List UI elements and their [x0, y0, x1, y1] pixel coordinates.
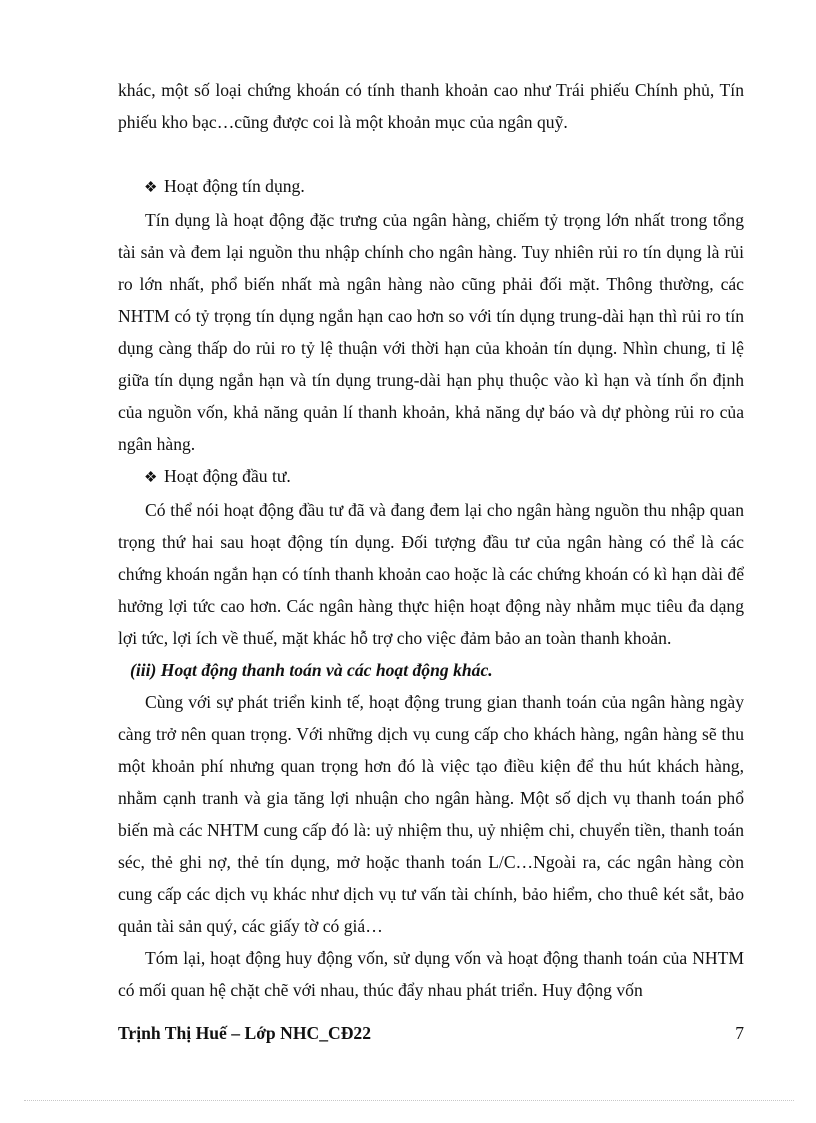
footer-author: Trịnh Thị Huế – Lớp NHC_CĐ22 — [118, 1023, 372, 1043]
paragraph-credit: Tín dụng là hoạt động đặc trưng của ngân hàng, chiếm tỷ trọng lớn nhất trong tổng tài sản và đem lại nguồn thu nhập chính cho ngân hàng. Tuy nhiên rủi ro tín dụng là rủi ro lớn nhất, phổ biến nhất mà ngân hàng nào cũng phải đối mặt. Thông thường, các NHTM có tỷ trọng tín dụng ngắn hạn cao hơn so với tín dụng trung-dài hạn thì rủi ro tín dụng càng thấp do rủi ro tỷ lệ thuận với thời hạn của khoản tín dụng. Nhìn chung, tỉ lệ giữa tín dụng ngắn hạn và tín dụng trung-dài hạn phụ thuộc vào kì hạn và tính ổn định của nguồn vốn, khả năng quản lí thanh khoản, khả năng dự báo và dự phòng rủi ro của ngân hàng. — [118, 210, 744, 454]
bullet-credit-activity — [118, 170, 744, 204]
diamond-bullet-icon: ❖ — [144, 470, 158, 486]
bullet-label: Hoạt động tín dụng. — [164, 176, 305, 196]
diamond-bullet-icon: ❖ — [144, 180, 158, 196]
document-body — [118, 74, 744, 1006]
bullet-investment-activity — [118, 460, 744, 494]
paragraph-investment: Có thể nói hoạt động đầu tư đã và đang đem lại cho ngân hàng nguồn thu nhập quan trọng thứ hai sau hoạt động tín dụng. Đối tượng đầu tư của ngân hàng có thể là các chứng khoán ngắn hạn có tính thanh khoản cao hoặc là các chứng khoán có kì hạn dài để hưởng lợi tức cao hơn. Các ngân hàng thực hiện hoạt động này nhằm mục tiêu đa dạng lợi tức, lợi ích về thuế, mặt khác hỗ trợ cho việc đảm bảo an toàn thanh khoản. — [118, 500, 744, 648]
paragraph-payment: Cùng với sự phát triển kinh tế, hoạt động trung gian thanh toán của ngân hàng ngày càng trở nên quan trọng. Với những dịch vụ cung cấp cho khách hàng, ngân hàng sẽ thu một khoản phí nhưng quan trọng hơn đó là việc tạo điều kiện để thu hút khách hàng, nhằm cạnh tranh và gia tăng lợi nhuận cho ngân hàng. Một số dịch vụ thanh toán phổ biến mà các NHTM cung cấp đó là: uỷ nhiệm thu, uỷ nhiệm chi, chuyển tiền, thanh toán séc, thẻ ghi nợ, thẻ tín dụng, mở hoặc thanh toán L/C…Ngoài ra, các ngân hàng còn cung cấp các dịch vụ khác như dịch vụ tư vấn tài chính, bảo hiểm, cho thuê két sắt, bảo quản tài sản quý, các giấy tờ có giá… — [118, 692, 744, 936]
bullet-label: Hoạt động đầu tư. — [164, 466, 291, 486]
page-number: 7 — [735, 1023, 744, 1043]
page-footer — [118, 1023, 744, 1053]
paragraph-summary: Tóm lại, hoạt động huy động vốn, sử dụng vốn và hoạt động thanh toán của NHTM có mối quan hệ chặt chẽ với nhau, thúc đẩy nhau phát triển. Huy động vốn — [118, 948, 744, 1000]
paragraph-gap — [118, 138, 744, 170]
bottom-dotted-rule — [24, 1100, 794, 1101]
section-heading-payment: (iii) Hoạt động thanh toán và các hoạt động khác. — [130, 660, 493, 680]
paragraph-continuation: khác, một số loại chứng khoán có tính thanh khoản cao như Trái phiếu Chính phủ, Tín phiếu kho bạc…cũng được coi là một khoản mục của ngân quỹ. — [118, 80, 744, 132]
